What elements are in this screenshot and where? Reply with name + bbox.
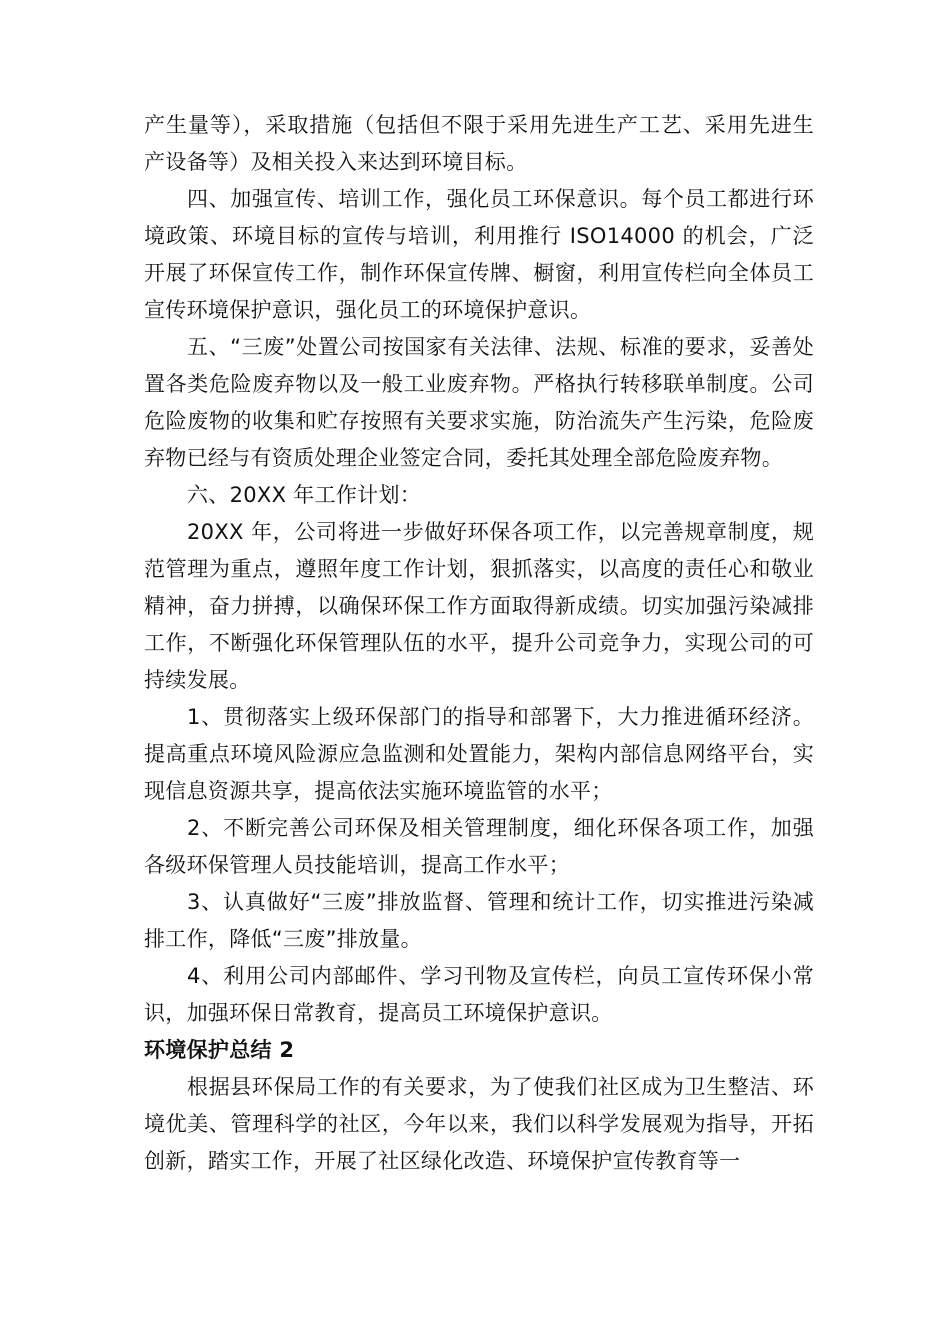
paragraph-plan-item-3: 3、认真做好“三废”排放监督、管理和统计工作，切实推进污染减排工作，降低“三废”排放量。 — [144, 890, 814, 951]
paragraph-section-2-intro: 根据县环保局工作的有关要求，为了使我们社区成为卫生整洁、环境优美、管理科学的社区，今年以来，我们以科学发展观为指导，开拓创新，踏实工作，开展了社区绿化改造、环境保护宣传教育等一 — [144, 1075, 814, 1173]
paragraph-plan-item-4: 4、利用公司内部邮件、学习刊物及宣传栏，向员工宣传环保小常识，加强环保日常教育，提高员工环境保护意识。 — [144, 964, 814, 1025]
paragraph-waste-disposal: 五、“三废”处置公司按国家有关法律、法规、标准的要求，妥善处置各类危险废弃物以及一般工业废弃物。严格执行转移联单制度。公司危险废物的收集和贮存按照有关要求实施，防治流失产生污染，危险废弃物已经与有资质处理企业签定合同，委托其处理全部危险废弃物。 — [144, 335, 814, 470]
document-body — [144, 107, 814, 1180]
paragraph-continuation: 产生量等），采取措施（包括但不限于采用先进生产工艺、采用先进生产设备等）及相关投入来达到环境目标。 — [144, 113, 814, 174]
paragraph-work-plan-intro: 20XX 年，公司将进一步做好环保各项工作，以完善规章制度，规范管理为重点，遵照年度工作计划，狠抓落实，以高度的责任心和敬业精神，奋力拼搏，以确保环保工作方面取得新成绩。切实加强污染减排工作，不断强化环保管理队伍的水平，提升公司竞争力，实现公司的可持续发展。 — [144, 520, 814, 692]
paragraph-work-plan-title: 六、20XX 年工作计划： — [187, 483, 422, 507]
paragraph-plan-item-1: 1、贯彻落实上级环保部门的指导和部署下，大力推进循环经济。提高重点环境风险源应急监测和处置能力，架构内部信息网络平台，实现信息资源共享，提高依法实施环境监管的水平； — [144, 705, 814, 803]
paragraph-plan-item-2: 2、不断完善公司环保及相关管理制度，细化环保各项工作，加强各级环保管理人员技能培训，提高工作水平； — [144, 816, 814, 877]
section-heading: 环境保护总结 2 — [144, 1038, 295, 1062]
paragraph-publicity-training: 四、加强宣传、培训工作，强化员工环保意识。每个员工都进行环境政策、环境目标的宣传与培训，利用推行 ISO14000 的机会，广泛开展了环保宣传工作，制作环保宣传牌、橱窗，利用宣传栏向全体员工宣传环境保护意识，强化员工的环境保护意识。 — [144, 187, 814, 322]
